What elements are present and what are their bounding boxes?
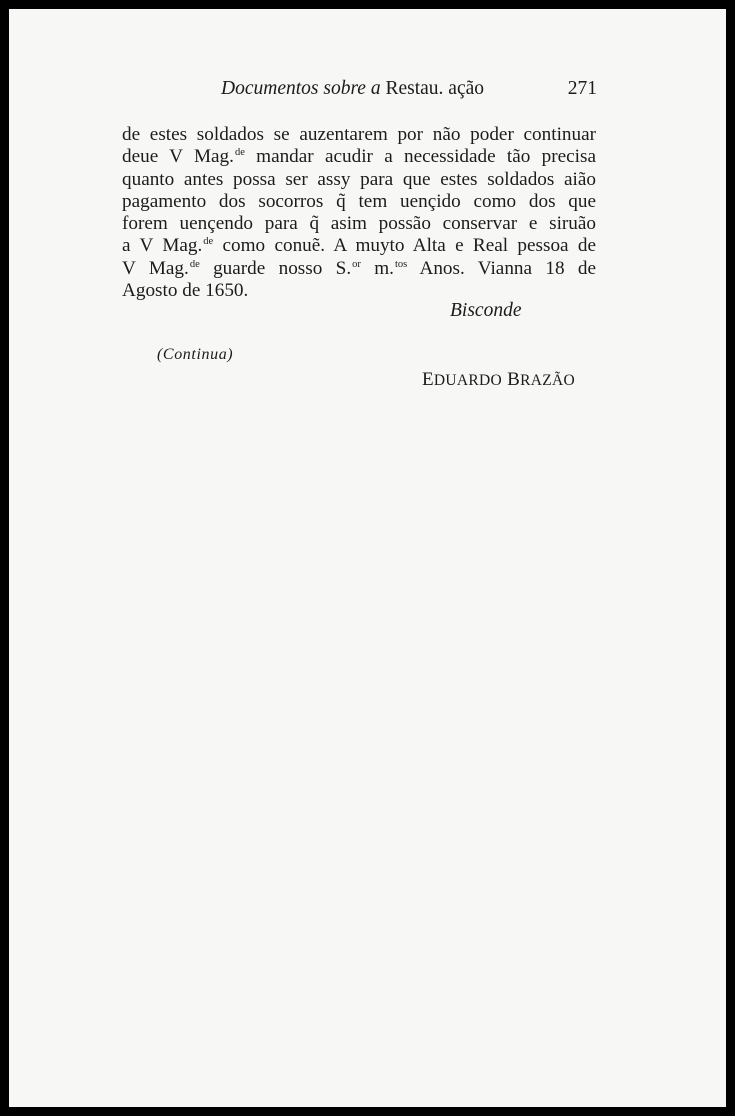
body-text-segment: m. bbox=[360, 257, 394, 279]
body-line bbox=[122, 235, 596, 257]
body-text-segment: Agosto de 1650. bbox=[122, 280, 249, 302]
body-line bbox=[122, 124, 596, 146]
body-text-segment: como conuẽ. A muyto Alta e Real pessoa de bbox=[213, 235, 596, 257]
author-first-rest: DUARDO bbox=[433, 372, 503, 389]
signature: Bisconde bbox=[450, 300, 522, 321]
body-text-segment: Anos. Vianna 18 de bbox=[407, 257, 596, 279]
body-text-segment: forem uençendo para q̃ asim possão conservar e siruão bbox=[122, 213, 596, 235]
body-line bbox=[122, 213, 596, 235]
page-number: 271 bbox=[567, 78, 597, 99]
body-text-segment: a V Mag. bbox=[122, 235, 203, 257]
document-page bbox=[9, 9, 726, 1107]
body-text-segment: pagamento dos socorros q̃ tem uençido como dos que bbox=[122, 190, 596, 212]
body-text-segment: de estes soldados se auzentarem por não poder continuar bbox=[122, 124, 596, 145]
author-last-rest: RAZÃO bbox=[520, 372, 575, 389]
running-header bbox=[221, 78, 597, 106]
running-title bbox=[221, 78, 484, 100]
author-first-initial: E bbox=[422, 369, 434, 390]
superscript-abbrev: de bbox=[203, 236, 214, 248]
body-line bbox=[122, 258, 596, 280]
letter-body bbox=[122, 124, 596, 302]
body-text-segment: V Mag. bbox=[122, 257, 189, 279]
author-name bbox=[422, 369, 575, 391]
body-line bbox=[122, 169, 596, 191]
body-text-segment: deue V Mag. bbox=[122, 146, 234, 168]
body-text-segment: guarde nosso S. bbox=[199, 257, 352, 279]
running-title-article: a bbox=[370, 78, 381, 99]
superscript-abbrev: de bbox=[234, 147, 245, 159]
running-title-roman: Restau. ação bbox=[385, 78, 485, 99]
continua-note: (Continua) bbox=[157, 346, 234, 363]
body-text-segment: quanto antes possa ser assy para que estes soldados aião bbox=[122, 168, 596, 190]
running-title-italic: Documentos sobre bbox=[221, 78, 366, 99]
body-line bbox=[122, 146, 596, 168]
body-line bbox=[122, 191, 596, 213]
body-text-segment: mandar acudir a necessidade tão precisa bbox=[244, 146, 596, 168]
superscript-abbrev: or bbox=[352, 258, 361, 270]
superscript-abbrev: tos bbox=[394, 258, 408, 270]
superscript-abbrev: de bbox=[189, 258, 200, 270]
author-last-initial: B bbox=[507, 369, 521, 390]
body-line bbox=[122, 280, 596, 302]
